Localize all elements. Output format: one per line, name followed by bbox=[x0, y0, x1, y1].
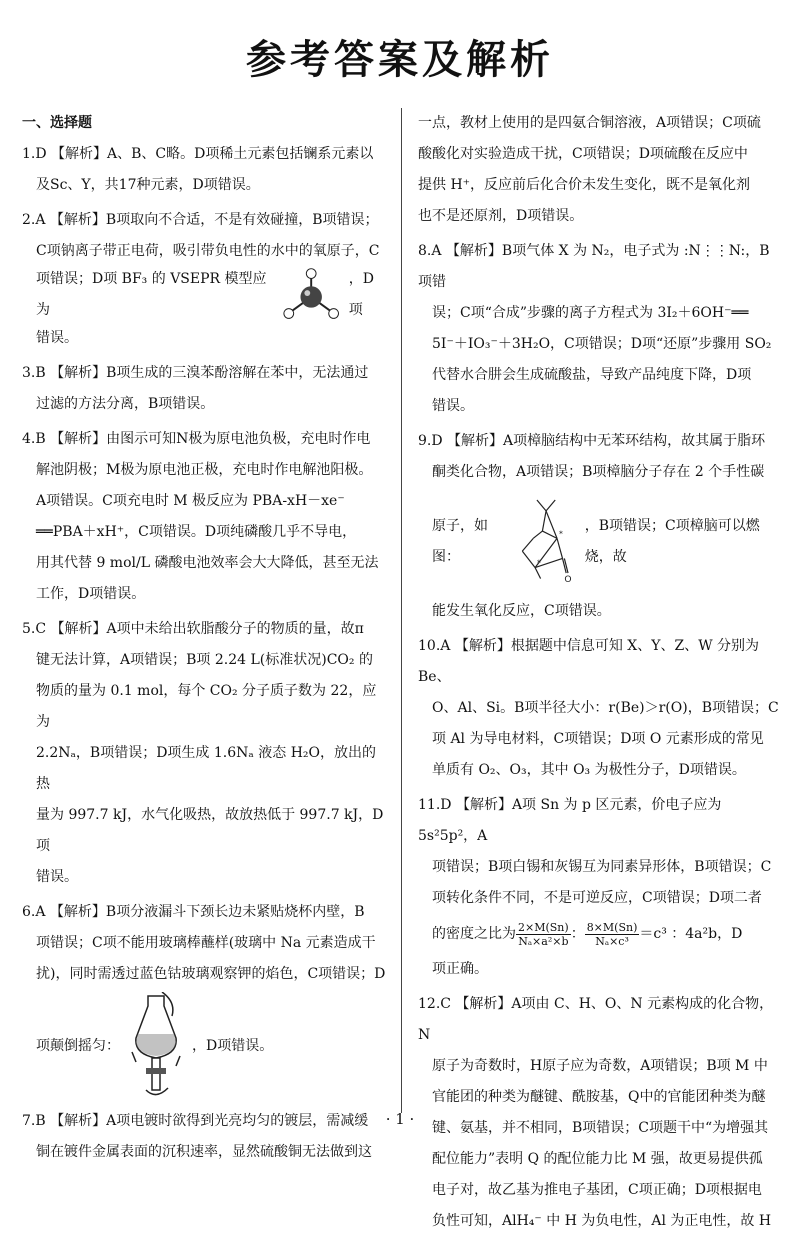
numerator: 8×M(Sn) bbox=[586, 920, 638, 934]
text-line: 4.B 【解析】由图示可知N极为原电池负极，充电时作电 bbox=[22, 431, 371, 447]
ratio-colon: ： bbox=[570, 925, 585, 942]
text-line: ══PBA＋xH⁺，C项错误。D项纯磷酸几乎不导电， bbox=[36, 524, 357, 540]
text-line: 8.A 【解析】B项气体 X 为 N₂，电子式为 :N⋮⋮N:，B项错 bbox=[418, 243, 770, 290]
text-line: A项错误。C项充电时 M 极反应为 PBA-xH－xe⁻ bbox=[36, 493, 345, 509]
text-line: 键、氨基，并不相同，B项错误；C项题干中“为增强其 bbox=[432, 1120, 769, 1136]
text-line: 配位能力”表明 Q 的配位能力比 M 强，故更易提供孤 bbox=[432, 1151, 763, 1167]
text-line: 项转化条件不同，不是可逆反应，C项错误；D项二者 bbox=[432, 890, 762, 906]
text-line: 过滤的方法分离，B项错误。 bbox=[36, 396, 215, 412]
text-line: 及Sc、Y，共17种元素，D项错误。 bbox=[36, 177, 260, 193]
answer-3 bbox=[22, 358, 387, 420]
text-line: 2.A 【解析】B项取向不合适，不是有效碰撞，B项错误； bbox=[22, 212, 379, 228]
text-line: 电子对，故乙基为推电子基团，C项正确；D项根据电 bbox=[432, 1182, 762, 1198]
text-line: 工作，D项错误。 bbox=[36, 586, 146, 602]
text-line: 扰)，同时需透过蓝色钴玻璃观察钾的焰色，C项错误；D bbox=[36, 966, 386, 982]
text-line: 酮类化合物，A项错误；B项樟脑分子存在 2 个手性碳 bbox=[432, 464, 765, 480]
text-line: 12.C 【解析】A项由 C、H、O、N 元素构成的化合物，N bbox=[418, 996, 774, 1043]
page-title: 参考答案及解析 bbox=[246, 37, 554, 83]
page-number: · 1 · bbox=[385, 1110, 415, 1128]
text-line: 3.B 【解析】B项生成的三溴苯酚溶解在苯中，无法通过 bbox=[22, 365, 369, 381]
density-ratio-formula bbox=[418, 914, 783, 954]
right-column bbox=[418, 108, 783, 1241]
text-line: 项正确。 bbox=[432, 961, 488, 977]
text-line: 酸酸化对实验造成干扰，C项错误；D项硫酸在反应中 bbox=[418, 146, 748, 162]
bf3-vsepr-model-figure bbox=[280, 267, 342, 323]
text-line: 单质有 O₂、O₃，其中 O₃ 为极性分子，D项错误。 bbox=[432, 762, 746, 778]
text-line: ＝c³ ：4a²b，D bbox=[639, 925, 743, 942]
separatory-funnel-figure bbox=[126, 992, 186, 1100]
left-column bbox=[22, 108, 387, 1172]
text-line: 错误。 bbox=[432, 398, 474, 414]
denominator: Nₐ×a²×b bbox=[518, 934, 569, 948]
answer-8 bbox=[418, 236, 783, 422]
text-line: 铜在镀件金属表面的沉积速率，显然硫酸铜无法做到这 bbox=[36, 1144, 372, 1160]
text-line: 代替水合肼会生成硫酸盐，导致产品纯度下降，D项 bbox=[432, 367, 752, 383]
text-line: C项钠离子带正电荷，吸引带负电性的水中的氧原子，C bbox=[36, 243, 380, 259]
text-line: 也不是还原剂，D项错误。 bbox=[418, 208, 584, 224]
camphor-structure-figure bbox=[515, 490, 579, 594]
text-line: 项 Al 为导电材料，C项错误；D项 O 元素形成的常见 bbox=[432, 731, 764, 747]
text-line: O、Al、Si。B项半径大小：r(Be)＞r(O)，B项错误；C bbox=[432, 700, 779, 716]
answer-2 bbox=[22, 205, 387, 354]
text-line: 用其代替 9 mol/L 磷酸电池效率会大大降低，甚至无法 bbox=[36, 555, 379, 571]
text-line: 6.A 【解析】B项分液漏斗下颈长边未紧贴烧杯内壁，B bbox=[22, 904, 365, 920]
text-line: 项错误；D项 BF₃ 的 VSEPR 模型应为 bbox=[36, 271, 267, 318]
text-line: 误；C项“合成”步骤的离子方程式为 3I₂＋6OH⁻══ bbox=[432, 305, 749, 321]
text-line: 量为 997.7 kJ，水气化吸热，故放热低于 997.7 kJ，D项 bbox=[36, 807, 384, 854]
answer-5 bbox=[22, 614, 387, 893]
text-line: 错误。 bbox=[36, 330, 78, 346]
answer-7-continued bbox=[418, 108, 783, 232]
text-line: 项错误；B项白锡和灰锡互为同素异形体，B项错误；C bbox=[432, 859, 772, 875]
answer-6 bbox=[22, 897, 387, 1102]
text-line: 项错误；C项不能用玻璃棒蘸样(玻璃中 Na 元素造成干 bbox=[36, 935, 376, 951]
answer-10 bbox=[418, 631, 783, 786]
answer-11 bbox=[418, 790, 783, 985]
svg-text:*: * bbox=[536, 557, 541, 568]
text-line: 5.C 【解析】A项中未给出软脂酸分子的物质的量，故π bbox=[22, 621, 364, 637]
text-line: ，D项 bbox=[348, 271, 374, 318]
fraction bbox=[585, 921, 640, 948]
svg-text:O: O bbox=[564, 575, 572, 586]
answer-9 bbox=[418, 426, 783, 627]
text-line: 5I⁻＋IO₃⁻＋3H₂O，C项错误；D项“还原”步骤用 SO₂ bbox=[432, 336, 772, 352]
text-line: 负性可知，AlH₄⁻ 中 H 为负电性，Al 为正电性，故 H bbox=[432, 1213, 772, 1229]
numerator: 2×M(Sn) bbox=[518, 920, 569, 934]
text-line: 11.D 【解析】A项 Sn 为 p 区元素，价电子应为 5s²5p²，A bbox=[418, 797, 722, 844]
answer-4 bbox=[22, 424, 387, 610]
text-line: 原子为奇数时，H原子应为奇数，A项错误；B项 M 中 bbox=[432, 1058, 768, 1074]
answer-1 bbox=[22, 139, 387, 201]
text-line: 10.A 【解析】根据题中信息可知 X、Y、Z、W 分别为 Be、 bbox=[418, 638, 760, 685]
text-line: 官能团的种类为醚键、酰胺基，Q中的官能团种类为醚 bbox=[432, 1089, 766, 1105]
text-line: 7.B 【解析】A项电镀时欲得到光亮均匀的镀层，需减缓 bbox=[22, 1113, 369, 1129]
text-line: 一点，教材上使用的是四氨合铜溶液，A项错误；C项硫 bbox=[418, 115, 761, 131]
denominator: Nₐ×c³ bbox=[595, 934, 629, 948]
text-line: 原子，如图： bbox=[432, 518, 488, 565]
section-heading: 一、选择题 bbox=[22, 115, 92, 131]
text-line: 9.D 【解析】A项樟脑结构中无苯环结构，故其属于脂环 bbox=[418, 433, 766, 449]
fraction bbox=[516, 921, 571, 948]
column-divider bbox=[401, 108, 402, 1113]
text-line: 的密度之比为 bbox=[432, 925, 516, 942]
text-line: 解池阴极；M极为原电池正极，充电时作电解池阳极。 bbox=[36, 462, 373, 478]
text-line: 项颠倒摇匀： bbox=[36, 1037, 120, 1054]
text-line: 提供 H⁺，反应前后化合价未发生变化，既不是氧化剂 bbox=[418, 177, 751, 193]
text-line: 1.D 【解析】A、B、C略。D项稀土元素包括镧系元素以 bbox=[22, 146, 374, 162]
text-line: 键无法计算，A项错误；B项 2.24 L(标准状况)CO₂ 的 bbox=[36, 652, 373, 668]
text-line: ，B项错误；C项樟脑可以燃烧，故 bbox=[584, 518, 760, 565]
text-line: 2.2Nₐ，B项错误；D项生成 1.6Nₐ 液态 H₂O，放出的热 bbox=[36, 745, 376, 792]
text-line: ，D项错误。 bbox=[192, 1037, 274, 1054]
svg-text:*: * bbox=[558, 528, 563, 539]
text-line: 物质的量为 0.1 mol，每个 CO₂ 分子质子数为 22，应为 bbox=[36, 683, 377, 730]
text-line: 错误。 bbox=[36, 869, 78, 885]
text-line: 能发生氧化反应，C项错误。 bbox=[432, 603, 611, 619]
